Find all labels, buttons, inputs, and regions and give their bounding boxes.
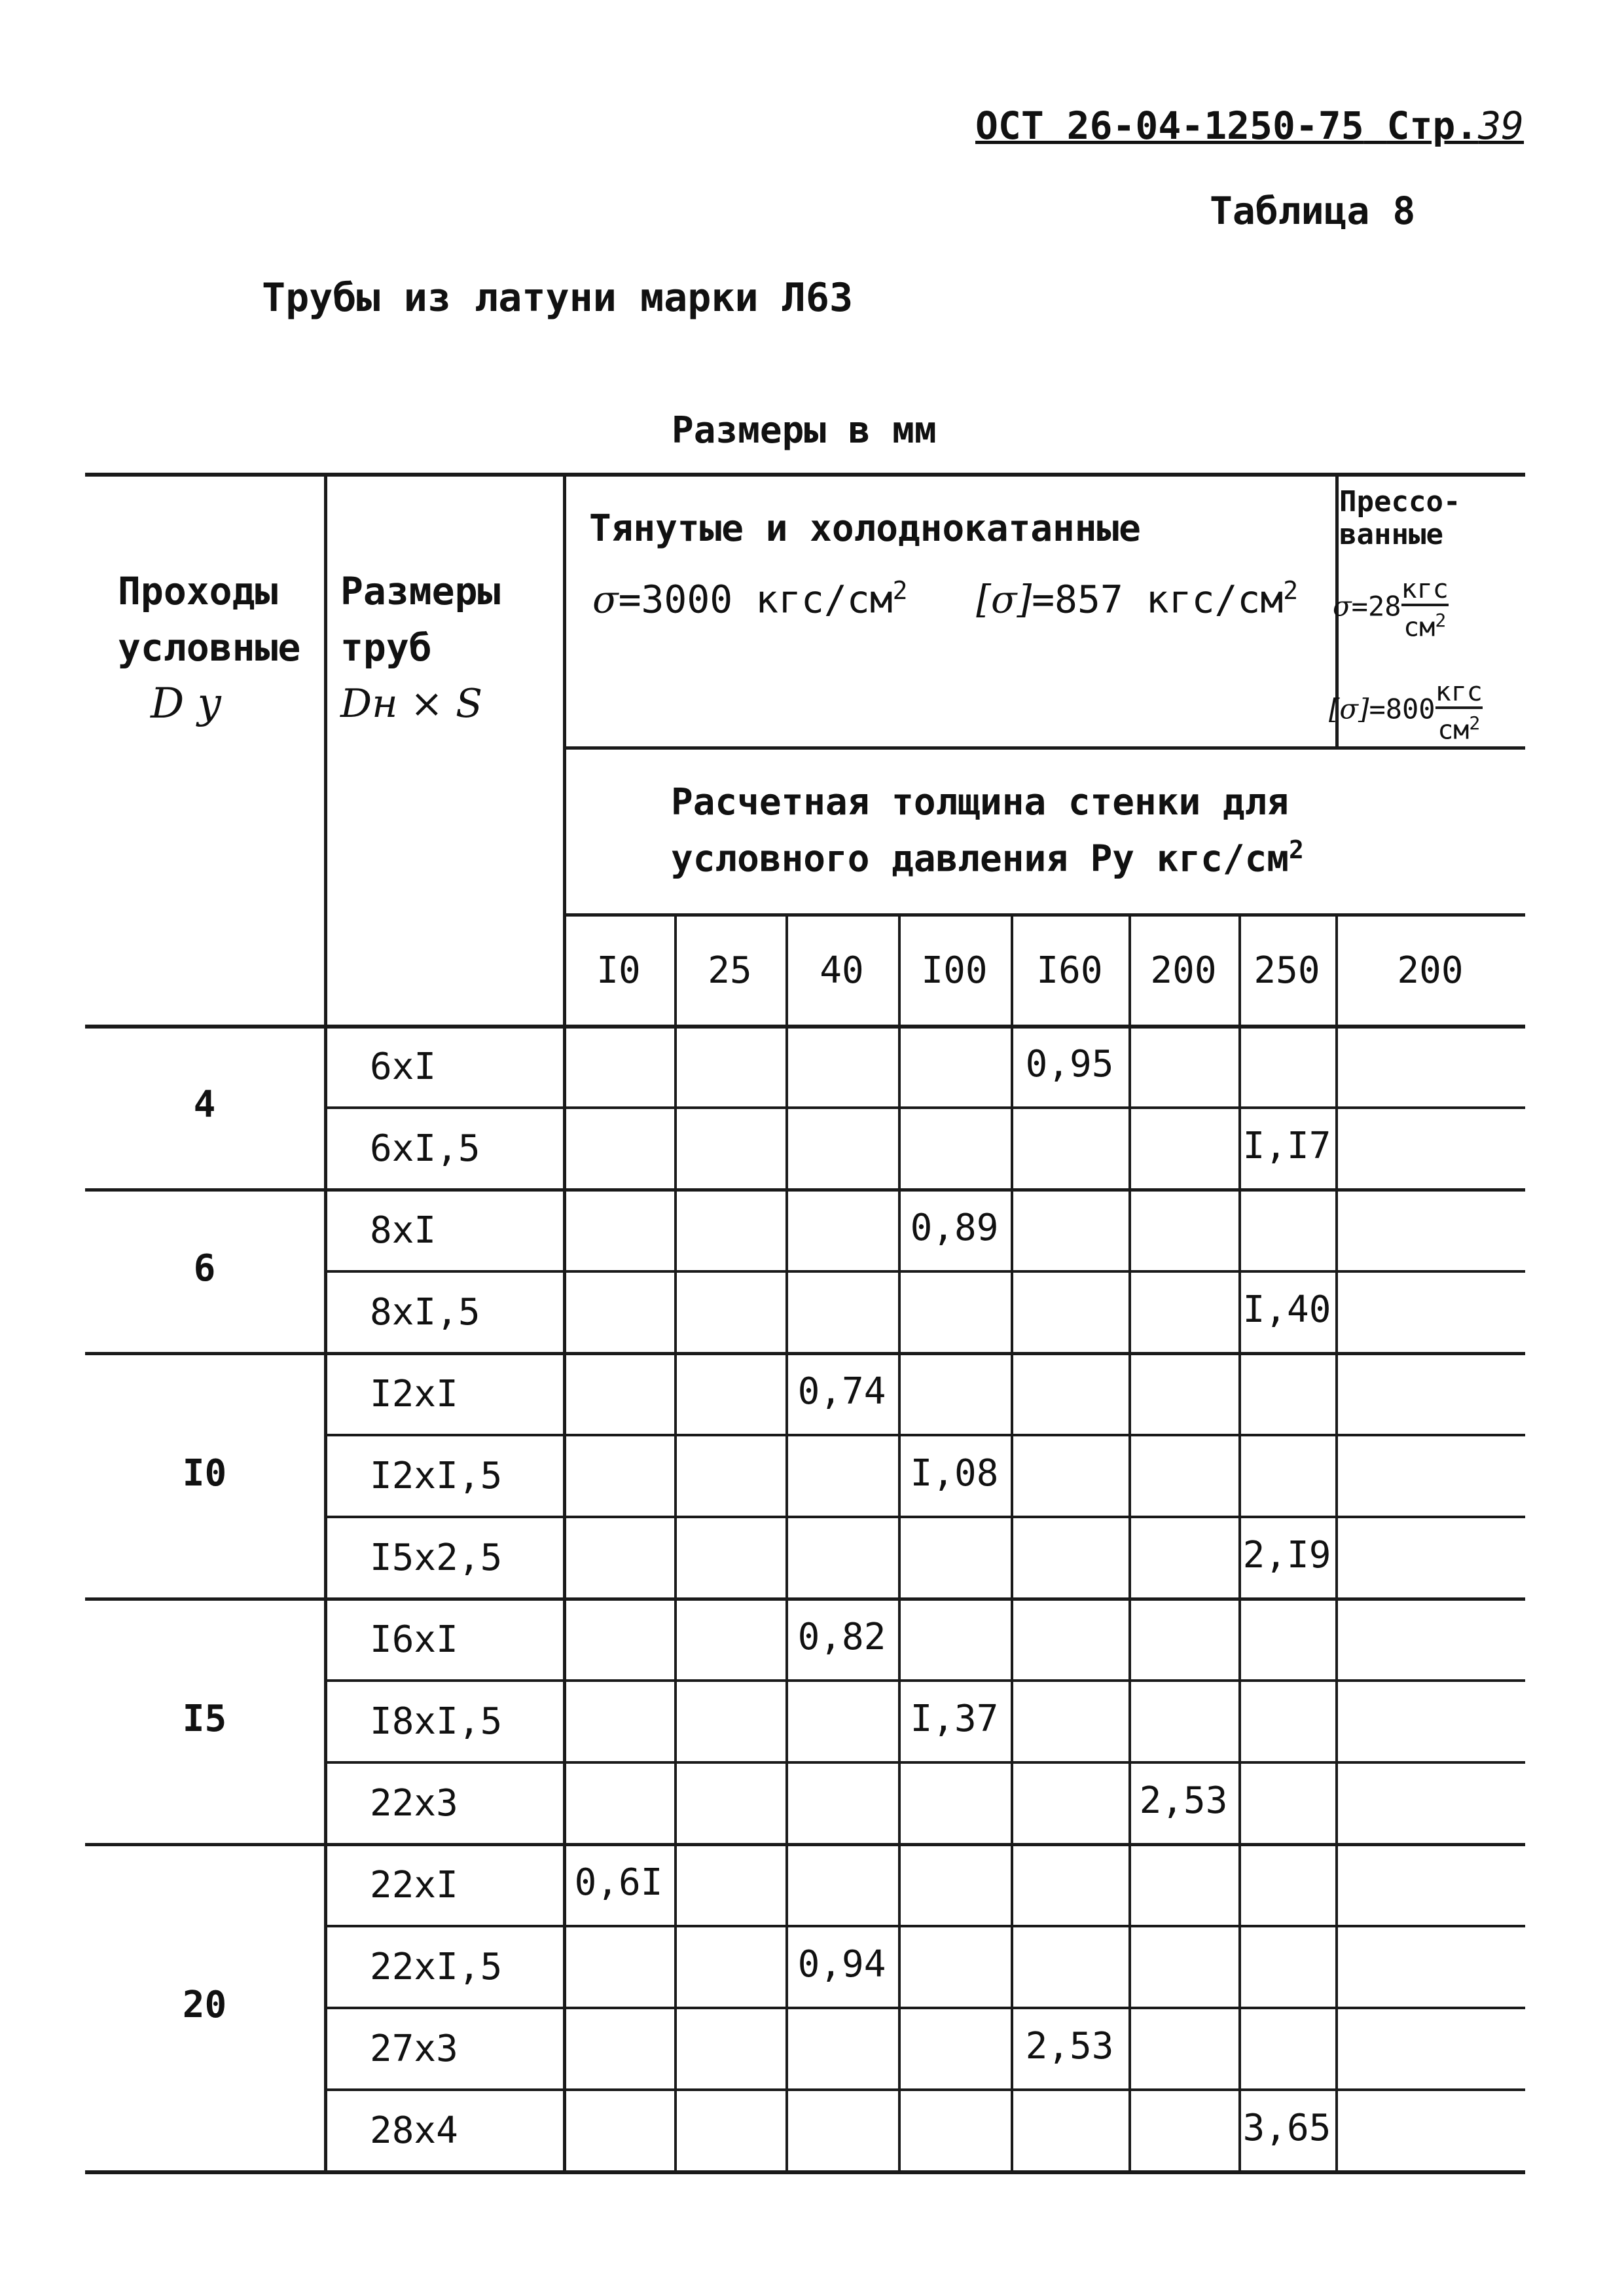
header-size-symbol: Dн × S [340,681,483,727]
pressure-label: 40 [820,949,864,992]
row-separator [324,1679,1525,1682]
pressure-label: 250 [1254,949,1320,992]
column-separator [898,913,901,2170]
header-size-line2: труб [340,625,432,670]
group2-title-line1: Прессо- [1339,485,1461,519]
doc-code-text: ОСТ 26-04-1250-75 [975,103,1364,148]
group2-sigma-value: =28 [1351,590,1401,623]
header-dy [118,563,300,732]
pressure-label: I00 [921,949,988,992]
group2-allowed-symbol: [σ] [1329,693,1369,725]
pipe-size: 8хI,5 [370,1291,480,1334]
subtitle-line1: Расчетная толщина стенки для [671,781,1290,824]
row-separator [324,2088,1525,2091]
subtitle-line2: условного давления Ру кгс/$см^2$ [671,835,1304,881]
pipe-size: I8хI,5 [370,1700,503,1743]
wall-thickness-value: I,08 [910,1452,999,1495]
pipe-size: I6хI [370,1618,458,1661]
allowed-unit-denominator: $см^2$ [1437,712,1481,746]
column-separator [563,473,566,2170]
wall-thickness-value: 0,82 [797,1616,886,1658]
wall-thickness-value: 0,95 [1025,1043,1114,1085]
wall-thickness-value: 0,6I [574,1861,663,1904]
header-size [340,563,500,732]
column-separator [674,913,677,2170]
allowed-stress-power: 2 [1283,576,1299,605]
wall-thickness-value: 0,74 [797,1370,886,1413]
group1-title: Тянутые и холоднокатанные [589,507,1141,550]
group2-stress [1333,575,1449,642]
table-bottom-border [85,2170,1525,2174]
nominal-diameter: 4 [193,1084,216,1126]
unit-denominator: $см^2$ [1403,610,1447,643]
wall-thickness-value: 3,65 [1242,2107,1331,2149]
nominal-diameter: 20 [182,1984,227,2026]
group1-stress [592,576,1298,621]
pipe-size: I5х2,5 [370,1537,503,1579]
unit-numerator: кгс [1401,575,1449,606]
allowed-stress-symbol: [σ] [976,577,1032,622]
pressure-label: 25 [708,949,752,992]
wall-thickness-value: I,37 [910,1698,999,1740]
header-bottom-border [85,1025,1525,1029]
wall-thickness-value: 2,I9 [1242,1534,1331,1576]
pressure-label: I0 [596,949,641,992]
pipe-size: 8хI [370,1209,437,1252]
pressure-label: I60 [1036,949,1103,992]
row-separator [324,1925,1525,1927]
wall-thickness-value: 2,53 [1139,1779,1228,1822]
wall-thickness-value: 2,53 [1025,2025,1114,2068]
group2-allowed [1329,678,1483,744]
column-separator [1128,913,1131,2170]
header-dy-line1: Проходы [118,569,278,613]
table-top-border [85,473,1525,477]
pipe-size: I2хI,5 [370,1455,503,1497]
header-dy-symbol: D у [151,680,222,728]
row-separator [324,1270,1525,1273]
document-title: Трубы из латуни марки Л63 [262,275,854,321]
sigma-value: =3000 кгс/см [618,577,893,622]
pipe-size: 22хI,5 [370,1946,503,1988]
row-separator [324,1434,1525,1436]
wall-thickness-value: I,I7 [1242,1125,1331,1167]
table-label: Таблица 8 [1210,189,1416,233]
group2-title-line2: ванные [1339,518,1443,551]
page-number: 39 [1478,103,1525,148]
pressure-label: 200 [1150,949,1217,992]
row-separator [324,1761,1525,1764]
group-separator [85,1352,1525,1355]
wall-thickness-value: I,40 [1242,1288,1331,1331]
pipe-size: 22х3 [370,1782,458,1825]
wall-thickness-value: 0,94 [797,1943,886,1986]
header-divider [563,746,1525,750]
page-prefix: Стр. [1386,103,1479,148]
pipe-size: 6хI [370,1046,437,1088]
row-separator [324,1516,1525,1518]
header-dy-line2: условные [118,625,301,670]
pipe-size: 22хI [370,1864,458,1906]
sigma-power: 2 [892,576,908,605]
group-separator [85,1188,1525,1192]
thickness-subtitle [671,779,1304,883]
nominal-diameter: I5 [182,1697,227,1740]
column-separator [1011,913,1013,2170]
pressure-label: 200 [1397,949,1464,992]
pipe-size: I2хI [370,1373,458,1415]
group2-allowed-value: =800 [1369,693,1435,725]
pipe-size: 6хI,5 [370,1127,480,1170]
pipe-size: 27х3 [370,2028,458,2070]
group2-allowed-unit [1435,678,1483,744]
nominal-diameter: I0 [182,1451,227,1495]
pressure-divider [563,913,1525,917]
units-note: Размеры в мм [672,409,937,452]
column-separator [324,473,327,2170]
column-separator [1335,913,1338,2170]
pipe-size: 28х4 [370,2109,458,2152]
wall-thickness-value: 0,89 [910,1207,999,1249]
header-size-line1: Размеры [340,569,501,613]
allowed-stress-value: =857 кгс/см [1032,577,1284,622]
document-code [975,103,1524,148]
group2-sigma-symbol: σ [1333,590,1352,623]
row-separator [324,2007,1525,2009]
sigma-symbol: σ [592,577,619,622]
group-separator [85,1843,1525,1846]
nominal-diameter: 6 [193,1247,216,1290]
group2-sigma-unit [1401,575,1449,642]
group-separator [85,1597,1525,1601]
group2-title [1339,486,1460,551]
row-separator [324,1106,1525,1109]
allowed-unit-numerator: кгс [1435,678,1483,709]
